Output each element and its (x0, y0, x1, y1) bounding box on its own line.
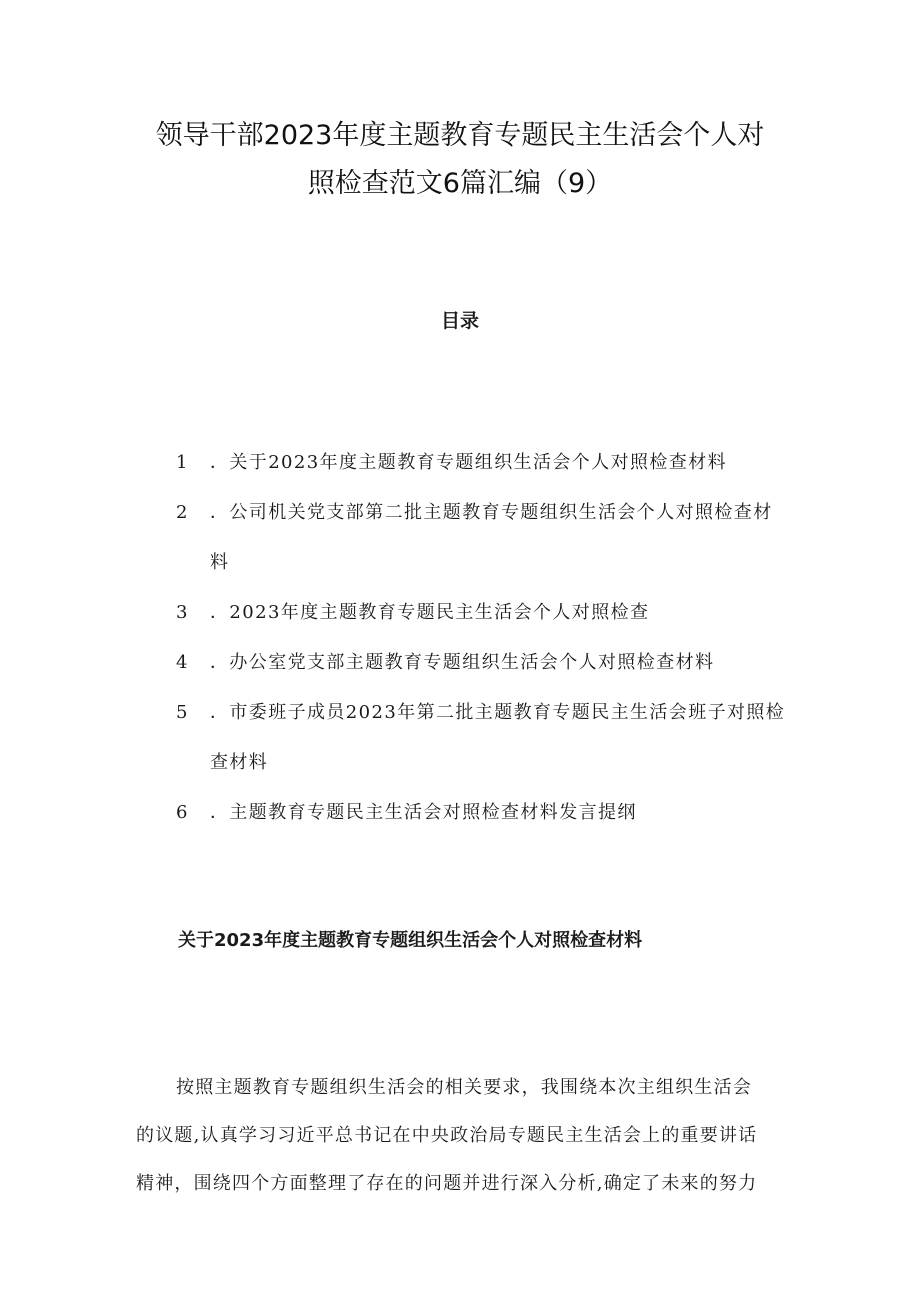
toc-item-2[interactable] (170, 488, 800, 538)
toc-item-number: 4 (176, 652, 189, 673)
toc-item-text: ．关于2023年度主题教育专题组织生活会个人对照检查材料 (210, 452, 728, 473)
toc-item-5[interactable] (170, 688, 800, 738)
document-title-line-1: 领导干部2023年度主题教育专题民主生活会个人对 (155, 120, 765, 151)
toc-item-number: 5 (176, 702, 189, 723)
paragraph-line-3: 精神，围绕四个方面整理了存在的问题并进行深入分析,确定了未来的努力 (136, 1173, 758, 1194)
section-paragraph (136, 1064, 796, 1208)
document-title-line-2: 照检查范文6篇汇编（9） (307, 168, 613, 199)
toc-item-text: ．公司机关党支部第二批主题教育专题组织生活会个人对照检查材 (210, 502, 773, 523)
toc-item-number: 6 (176, 802, 189, 823)
toc-item-6[interactable] (170, 788, 800, 838)
toc-item-number: 3 (176, 602, 189, 623)
toc-item-4[interactable] (170, 638, 800, 688)
paragraph-line-2: 的议题,认真学习习近平总书记在中央政治局专题民主生活会上的重要讲话 (136, 1125, 758, 1146)
paragraph-line-1: 按照主题教育专题组织生活会的相关要求，我围绕本次主组织生活会 (176, 1077, 752, 1098)
toc-item-5-continuation[interactable]: 查材料 (210, 752, 269, 773)
toc-item-text: ．办公室党支部主题教育专题组织生活会个人对照检查材料 (210, 652, 715, 673)
section-heading: 关于2023年度主题教育专题组织生活会个人对照检查材料 (178, 930, 643, 951)
toc-item-text: ．2023年度主题教育专题民主生活会个人对照检查 (210, 602, 650, 623)
toc-item-number: 1 (176, 452, 189, 473)
toc-heading: 目录 (440, 310, 479, 332)
toc-item-text: ．主题教育专题民主生活会对照检查材料发言提纲 (210, 802, 637, 823)
toc-item-3[interactable] (170, 588, 800, 638)
toc-item-text: ．市委班子成员2023年第二批主题教育专题民主生活会班子对照检 (210, 702, 786, 723)
table-of-contents (170, 438, 800, 838)
toc-item-2-continuation[interactable]: 料 (210, 552, 230, 573)
toc-item-1[interactable] (170, 438, 800, 488)
toc-item-number: 2 (176, 502, 189, 523)
